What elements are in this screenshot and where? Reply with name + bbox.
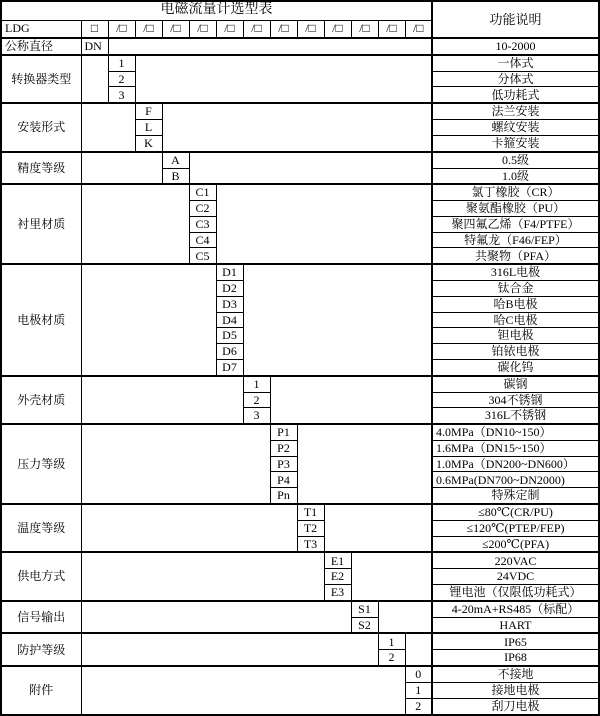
order-box-cell: □ bbox=[81, 20, 108, 38]
option-desc-cell: 法兰安装 bbox=[432, 103, 599, 119]
category-label: 衬里材质 bbox=[1, 184, 81, 264]
option-code-cell: P3 bbox=[270, 456, 297, 472]
option-code-cell: 1 bbox=[378, 633, 405, 649]
option-code-cell: E2 bbox=[324, 569, 351, 585]
option-desc-cell: 0.6MPa(DN700~DN2000) bbox=[432, 472, 599, 488]
option-desc-cell: 哈C电极 bbox=[432, 312, 599, 328]
spacer-cell bbox=[351, 552, 432, 600]
spacer-cell bbox=[81, 376, 243, 424]
category-label: 压力等级 bbox=[1, 424, 81, 504]
option-desc-cell: 共聚物（PFA） bbox=[432, 248, 599, 264]
option-desc-cell: 4.0MPa（DN10~150） bbox=[432, 424, 599, 440]
spacer-cell bbox=[324, 504, 432, 552]
option-code-cell: C3 bbox=[189, 216, 216, 232]
option-desc-cell: 316L电极 bbox=[432, 264, 599, 280]
option-code-cell: D7 bbox=[216, 359, 243, 375]
option-code-cell: S2 bbox=[351, 617, 378, 633]
option-code-cell: C2 bbox=[189, 201, 216, 217]
option-code-cell: S1 bbox=[351, 601, 378, 617]
order-box-cell: /□ bbox=[351, 20, 378, 38]
category-label: 转换器类型 bbox=[1, 55, 81, 103]
option-code-cell: T3 bbox=[297, 536, 324, 552]
option-desc-cell: 4-20mA+RS485（标配） bbox=[432, 601, 599, 617]
spacer-cell bbox=[81, 152, 162, 185]
option-code-cell: B bbox=[162, 168, 189, 184]
option-code-cell: Pn bbox=[270, 488, 297, 504]
spacer-cell bbox=[378, 601, 432, 634]
option-desc-cell: 低功耗式 bbox=[432, 87, 599, 103]
option-code-cell: D3 bbox=[216, 296, 243, 312]
spacer-cell bbox=[81, 264, 216, 375]
model-code-cell: LDG bbox=[1, 20, 81, 38]
spacer-cell bbox=[216, 184, 432, 264]
category-label: 精度等级 bbox=[1, 152, 81, 185]
order-box-cell: /□ bbox=[108, 20, 135, 38]
option-code-cell: K bbox=[135, 135, 162, 151]
option-code-cell: F bbox=[135, 103, 162, 119]
option-code-cell: T1 bbox=[297, 504, 324, 520]
option-desc-cell: 聚四氟乙烯（F4/PTFE） bbox=[432, 216, 599, 232]
option-code-cell: P4 bbox=[270, 472, 297, 488]
option-desc-cell: 接地电极 bbox=[432, 682, 599, 698]
option-desc-cell: 锂电池（仅限低功耗式） bbox=[432, 584, 599, 600]
option-code-cell: 3 bbox=[243, 408, 270, 424]
order-box-cell: /□ bbox=[378, 20, 405, 38]
option-code-cell: L bbox=[135, 120, 162, 136]
option-code-cell: 1 bbox=[108, 55, 135, 71]
spacer-cell bbox=[81, 424, 270, 504]
spacer-cell bbox=[243, 264, 432, 375]
spacer-cell bbox=[81, 504, 297, 552]
option-desc-cell: 分体式 bbox=[432, 71, 599, 87]
spacer-cell bbox=[108, 38, 432, 55]
option-desc-cell: 304不锈钢 bbox=[432, 392, 599, 408]
option-code-cell: DN bbox=[81, 38, 108, 55]
category-label: 附件 bbox=[1, 666, 81, 715]
option-desc-cell: 10-2000 bbox=[432, 38, 599, 55]
spacer-cell bbox=[81, 184, 189, 264]
option-code-cell: 2 bbox=[108, 71, 135, 87]
order-box-cell: /□ bbox=[270, 20, 297, 38]
option-code-cell: E1 bbox=[324, 552, 351, 568]
option-desc-cell: 氯丁橡胶（CR） bbox=[432, 184, 599, 200]
option-desc-cell: 1.0MPa（DN200~DN600） bbox=[432, 456, 599, 472]
option-desc-cell: 哈B电极 bbox=[432, 296, 599, 312]
option-code-cell: 1 bbox=[243, 376, 270, 392]
option-desc-cell: 316L不锈钢 bbox=[432, 408, 599, 424]
option-desc-cell: 碳钢 bbox=[432, 376, 599, 392]
option-desc-cell: 24VDC bbox=[432, 569, 599, 585]
option-code-cell: A bbox=[162, 152, 189, 168]
spacer-cell bbox=[270, 376, 432, 424]
option-desc-cell: ≤80℃(CR/PU) bbox=[432, 504, 599, 520]
category-label: 防护等级 bbox=[1, 633, 81, 666]
spacer-cell bbox=[81, 103, 135, 151]
option-desc-cell: 1.6MPa（DN15~150） bbox=[432, 440, 599, 456]
option-code-cell: D2 bbox=[216, 281, 243, 297]
option-code-cell: T2 bbox=[297, 520, 324, 536]
option-code-cell: D1 bbox=[216, 264, 243, 280]
option-desc-cell: 铂铱电极 bbox=[432, 344, 599, 360]
option-code-cell: D6 bbox=[216, 344, 243, 360]
option-desc-cell: 220VAC bbox=[432, 552, 599, 568]
spacer-cell bbox=[162, 103, 432, 151]
spacer-cell bbox=[189, 152, 432, 185]
option-desc-cell: IP65 bbox=[432, 633, 599, 649]
category-label: 安装形式 bbox=[1, 103, 81, 151]
spacer-cell bbox=[81, 601, 351, 634]
order-box-cell: /□ bbox=[243, 20, 270, 38]
option-desc-cell: 一体式 bbox=[432, 55, 599, 71]
order-box-cell: /□ bbox=[162, 20, 189, 38]
spacer-cell bbox=[81, 55, 108, 103]
option-desc-cell: 特氟龙（F46/FEP） bbox=[432, 232, 599, 248]
spacer-cell bbox=[135, 55, 432, 103]
option-desc-cell: 0.5级 bbox=[432, 152, 599, 168]
option-code-cell: C4 bbox=[189, 232, 216, 248]
function-header: 功能说明 bbox=[432, 1, 599, 38]
option-code-cell: 2 bbox=[378, 650, 405, 666]
spacer-cell bbox=[405, 633, 432, 666]
option-code-cell: D4 bbox=[216, 312, 243, 328]
option-code-cell: P1 bbox=[270, 424, 297, 440]
option-desc-cell: 卡箍安装 bbox=[432, 135, 599, 151]
category-label: 供电方式 bbox=[1, 552, 81, 600]
category-label: 外壳材质 bbox=[1, 376, 81, 424]
option-code-cell: 0 bbox=[405, 666, 432, 682]
option-code-cell: 3 bbox=[108, 87, 135, 103]
option-desc-cell: ≤120℃(PTEP/FEP) bbox=[432, 520, 599, 536]
option-desc-cell: 钛合金 bbox=[432, 281, 599, 297]
spacer-cell bbox=[81, 633, 378, 666]
order-box-cell: /□ bbox=[216, 20, 243, 38]
option-desc-cell: 不接地 bbox=[432, 666, 599, 682]
option-desc-cell: 刮刀电极 bbox=[432, 698, 599, 715]
option-desc-cell: HART bbox=[432, 617, 599, 633]
category-label: 信号输出 bbox=[1, 601, 81, 634]
option-code-cell: 1 bbox=[405, 682, 432, 698]
option-code-cell: C5 bbox=[189, 248, 216, 264]
option-code-cell: P2 bbox=[270, 440, 297, 456]
option-desc-cell: 螺纹安装 bbox=[432, 120, 599, 136]
option-desc-cell: ≤200℃(PFA) bbox=[432, 536, 599, 552]
option-code-cell: 2 bbox=[243, 392, 270, 408]
order-box-cell: /□ bbox=[297, 20, 324, 38]
option-desc-cell: 钽电极 bbox=[432, 328, 599, 344]
option-code-cell: E3 bbox=[324, 584, 351, 600]
option-code-cell: C1 bbox=[189, 184, 216, 200]
option-code-cell: D5 bbox=[216, 328, 243, 344]
option-code-cell: 2 bbox=[405, 698, 432, 715]
order-box-cell: /□ bbox=[324, 20, 351, 38]
order-box-cell: /□ bbox=[135, 20, 162, 38]
category-label: 温度等级 bbox=[1, 504, 81, 552]
option-desc-cell: IP68 bbox=[432, 650, 599, 666]
table-title: 电磁流量计选型表 bbox=[1, 1, 432, 20]
category-label: 电极材质 bbox=[1, 264, 81, 375]
option-desc-cell: 特殊定制 bbox=[432, 488, 599, 504]
spacer-cell bbox=[81, 666, 405, 715]
order-box-cell: /□ bbox=[405, 20, 432, 38]
order-box-cell: /□ bbox=[189, 20, 216, 38]
option-desc-cell: 碳化钨 bbox=[432, 359, 599, 375]
option-desc-cell: 1.0级 bbox=[432, 168, 599, 184]
spacer-cell bbox=[297, 424, 432, 504]
category-label: 公称直径 bbox=[1, 38, 81, 55]
spacer-cell bbox=[81, 552, 324, 600]
option-desc-cell: 聚氨酯橡胶（PU） bbox=[432, 201, 599, 217]
